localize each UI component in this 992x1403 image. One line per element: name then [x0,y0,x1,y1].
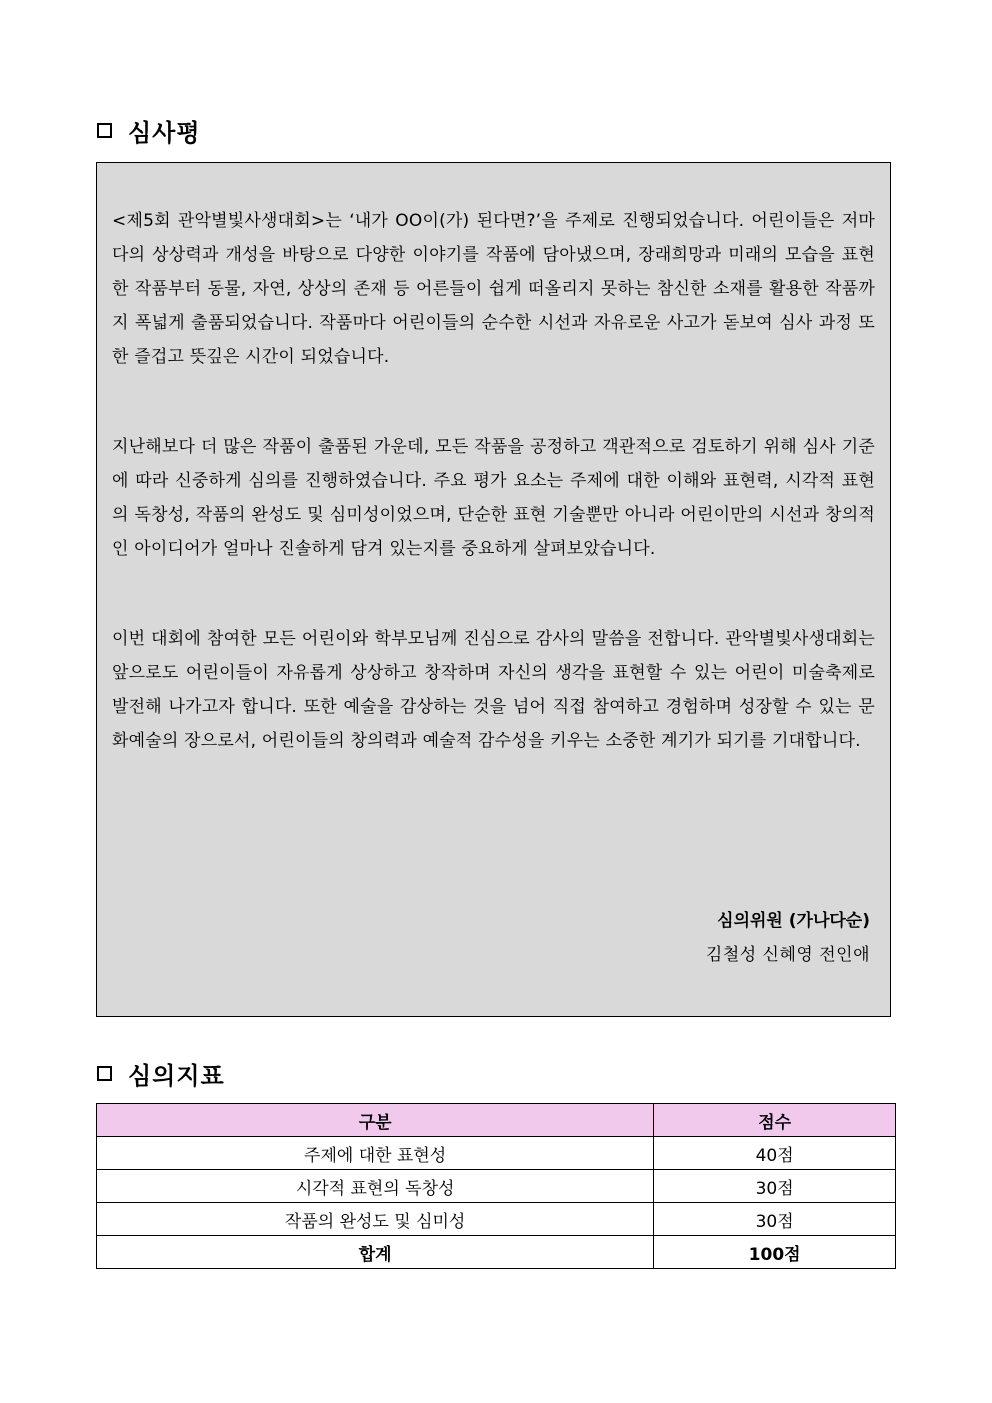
review-paragraph-1: <제5회 관악별빛사생대회>는 ‘내가 OO이(가) 된다면?’을 주제로 진행되었습니다. 어린이들은 저마다의 상상력과 개성을 바탕으로 다양한 이야기를 작품에 담아냈으며, 장래희망과 미래의 모습을 표현한 작품부터 동물, 자연, 상상의 존재 등 어른들이 쉽게 떠올리지 못하는 참신한 소재를 활용한 작품까지 폭넓게 출품되었습니다. 작품마다 어린이들의 순수한 시선과 자유로운 사고가 돋보여 심사 과정 또한 즐겁고 뜻깊은 시간이 되었습니다. [112,211,875,367]
checkbox-square-icon [97,123,112,138]
review-panel [96,162,891,1017]
criteria-table [96,1103,896,1269]
table-row [97,1137,896,1170]
table-header-row [97,1104,896,1137]
criteria-score: 30점 [654,1203,896,1236]
table-row [97,1203,896,1236]
criteria-heading-text: 심의지표 [128,1062,225,1090]
criteria-item: 작품의 완성도 및 심미성 [97,1203,654,1236]
checkbox-square-icon [97,1066,112,1081]
review-heading-text: 심사평 [128,119,201,147]
review-heading [97,113,201,148]
total-score: 100점 [654,1236,896,1269]
signature-block [706,904,870,972]
review-paragraph-3: 이번 대회에 참여한 모든 어린이와 학부모님께 진심으로 감사의 말씀을 전합니다. 관악별빛사생대회는 앞으로도 어린이들이 자유롭게 상상하고 창작하며 자신의 생각을 표현할 수 있는 어린이 미술축제로 발전해 나가고자 합니다. 또한 예술을 감상하는 것을 넘어 직접 참여하고 경험하며 성장할 수 있는 문화예술의 장으로서, 어린이들의 창의력과 예술적 감수성을 키우는 소중한 계기가 되기를 기대합니다. [112,629,875,751]
table-row [97,1170,896,1203]
criteria-item: 시각적 표현의 독창성 [97,1170,654,1203]
table-total-row [97,1236,896,1269]
total-label: 합계 [97,1236,654,1269]
criteria-score: 30점 [654,1170,896,1203]
column-header-category: 구분 [97,1104,654,1137]
criteria-item: 주제에 대한 표현성 [97,1137,654,1170]
criteria-heading [97,1056,225,1091]
signature-names: 김철성 신혜영 전인애 [705,945,870,965]
review-paragraph-2: 지난해보다 더 많은 작품이 출품된 가운데, 모든 작품을 공정하고 객관적으로 검토하기 위해 심사 기준에 따라 신중하게 심의를 진행하였습니다. 주요 평가 요소는 주제에 대한 이해와 표현력, 시각적 표현의 독창성, 작품의 완성도 및 심미성이었으며, 단순한 표현 기술뿐만 아니라 어린이만의 시선과 창의적인 아이디어가 얼마나 진솔하게 담겨 있는지를 중요하게 살펴보았습니다. [112,437,875,559]
signature-title: 심의위원 (가나다순) [717,911,870,931]
criteria-score: 40점 [654,1137,896,1170]
column-header-score: 점수 [654,1104,896,1137]
